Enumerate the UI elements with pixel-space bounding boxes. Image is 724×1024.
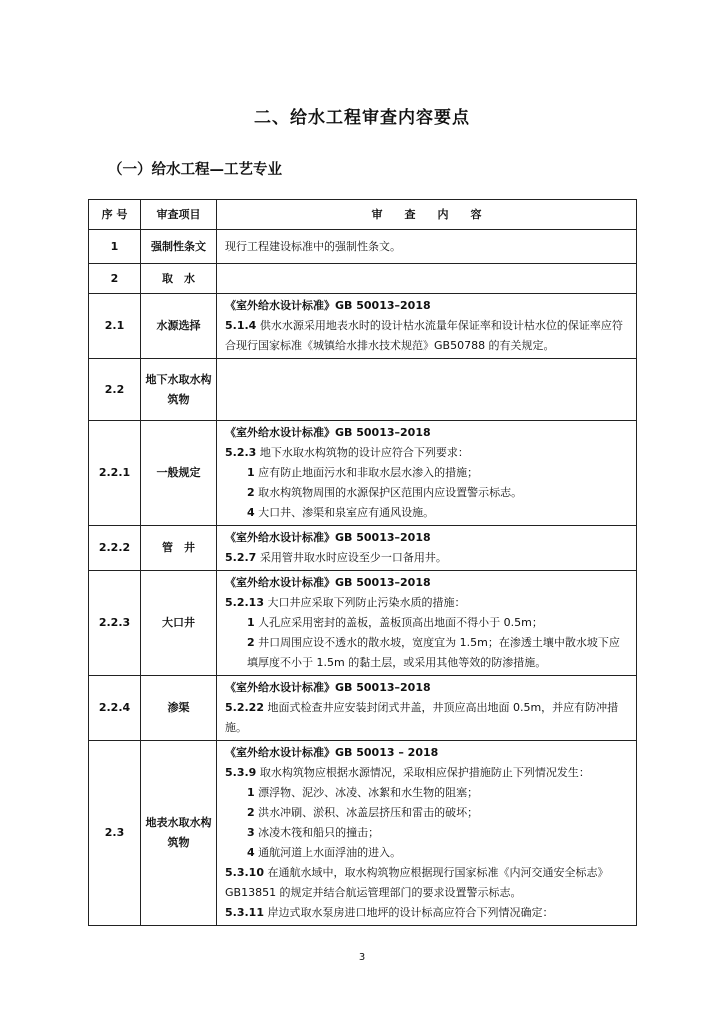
table-row xyxy=(89,571,637,676)
clause-line xyxy=(225,548,630,568)
clause-number: 5.2.7 xyxy=(225,551,257,564)
table-row xyxy=(89,421,637,526)
table-row xyxy=(89,676,637,741)
clause-text: 通航河道上水面浮油的进入。 xyxy=(254,846,402,859)
clause-number: 2 xyxy=(247,486,255,499)
clause-text: 岸边式取水泵房进口地坪的设计标高应符合下列情况确定： xyxy=(263,906,554,919)
clause-text: 采用管井取水时应设至少一口备用井。 xyxy=(256,551,447,564)
clause-line xyxy=(225,863,630,903)
review-content xyxy=(217,526,637,571)
clause-line xyxy=(225,443,630,463)
clause-text: 《室外给水设计标准》GB 50013–2018 xyxy=(225,576,431,589)
row-number: 1 xyxy=(89,230,141,264)
row-number: 2.3 xyxy=(89,741,141,926)
clause-line xyxy=(225,823,630,843)
standard-reference xyxy=(225,573,630,593)
clause-text: 漂浮物、泥沙、冰凌、冰絮和水生物的阻塞； xyxy=(254,786,479,799)
review-content xyxy=(217,421,637,526)
clause-number: 1 xyxy=(247,786,255,799)
review-content xyxy=(217,294,637,359)
clause-number: 4 xyxy=(247,506,255,519)
clause-text: 地下水取水构筑物的设计应符合下列要求： xyxy=(256,446,469,459)
table-header-row xyxy=(89,200,637,230)
clause-text: 现行工程建设标准中的强制性条文。 xyxy=(225,239,401,253)
table-row xyxy=(89,741,637,926)
clause-text: 洪水冲刷、淤积、冰盖层挤压和雷击的破坏； xyxy=(254,806,479,819)
clause-line xyxy=(225,903,630,923)
row-number: 2.2 xyxy=(89,359,141,421)
standard-reference xyxy=(225,528,630,548)
review-item: 强制性条文 xyxy=(141,230,217,264)
clause-line xyxy=(225,483,630,503)
review-content xyxy=(217,230,637,264)
clause-number: 5.3.10 xyxy=(225,866,264,879)
clause-number: 5.3.11 xyxy=(225,906,264,919)
clause-text: 人孔应采用密封的盖板，盖板顶高出地面不得小于 0.5m； xyxy=(254,616,543,629)
header-no: 序 号 xyxy=(89,200,141,230)
standard-reference xyxy=(225,678,630,698)
review-item: 大口井 xyxy=(141,571,217,676)
table-row xyxy=(89,359,637,421)
table-row xyxy=(89,230,637,264)
standard-reference xyxy=(225,423,630,443)
review-item: 取 水 xyxy=(141,264,217,294)
clause-line xyxy=(225,613,630,633)
clause-line xyxy=(225,463,630,483)
clause-text: 冰凌木筏和船只的撞击； xyxy=(254,826,380,839)
clause-number: 3 xyxy=(247,826,255,839)
review-content xyxy=(217,264,637,294)
row-number: 2 xyxy=(89,264,141,294)
clause-number: 5.2.3 xyxy=(225,446,257,459)
review-table xyxy=(88,199,637,926)
clause-line xyxy=(225,633,630,673)
clause-line xyxy=(225,503,630,523)
clause-line xyxy=(225,237,630,257)
standard-reference xyxy=(225,743,630,763)
clause-text: 取水构筑物周围的水源保护区范围内应设置警示标志。 xyxy=(254,486,523,499)
header-item: 审查项目 xyxy=(141,200,217,230)
clause-line xyxy=(225,803,630,823)
review-item: 地表水取水构筑物 xyxy=(141,741,217,926)
clause-number: 2 xyxy=(247,806,255,819)
row-number: 2.2.2 xyxy=(89,526,141,571)
clause-text: 井口周围应设不透水的散水坡，宽度宜为 1.5m；在渗透土壤中散水坡下应填厚度不小于 1.5m 的黏土层，或采用其他等效的防渗措施。 xyxy=(247,636,620,669)
clause-number: 2 xyxy=(247,636,255,649)
row-number: 2.2.1 xyxy=(89,421,141,526)
row-number: 2.2.4 xyxy=(89,676,141,741)
clause-number: 5.2.22 xyxy=(225,701,264,714)
clause-text: 应有防止地面污水和非取水层水渗入的措施； xyxy=(254,466,479,479)
table-row xyxy=(89,294,637,359)
clause-text: 取水构筑物应根据水源情况，采取相应保护措施防止下列情况发生： xyxy=(256,766,590,779)
clause-line xyxy=(225,843,630,863)
review-item: 渗渠 xyxy=(141,676,217,741)
page-number: 3 xyxy=(358,952,366,963)
review-content xyxy=(217,676,637,741)
review-item: 地下水取水构筑物 xyxy=(141,359,217,421)
review-content xyxy=(217,571,637,676)
table-row xyxy=(89,264,637,294)
review-item: 水源选择 xyxy=(141,294,217,359)
review-item: 管 井 xyxy=(141,526,217,571)
clause-line xyxy=(225,763,630,783)
row-number: 2.2.3 xyxy=(89,571,141,676)
clause-text: 供水水源采用地表水时的设计枯水流量年保证率和设计枯水位的保证率应符合现行国家标准《城镇给水排水技术规范》GB50788 的有关规定。 xyxy=(225,319,623,352)
clause-line xyxy=(225,698,630,738)
clause-line xyxy=(225,783,630,803)
review-content xyxy=(217,359,637,421)
row-number: 2.1 xyxy=(89,294,141,359)
clause-number: 5.3.9 xyxy=(225,766,257,779)
clause-line xyxy=(225,316,630,356)
standard-reference xyxy=(225,296,630,316)
clause-text: 大口井应采取下列防止污染水质的措施： xyxy=(263,596,466,609)
clause-text: 《室外给水设计标准》GB 50013–2018 xyxy=(225,299,431,312)
page-title: 二、给水工程审查内容要点 xyxy=(254,108,470,128)
review-item: 一般规定 xyxy=(141,421,217,526)
clause-text: 大口井、渗渠和泉室应有通风设施。 xyxy=(254,506,435,519)
section-subtitle: （一）给水工程—工艺专业 xyxy=(108,162,282,178)
review-content xyxy=(217,741,637,926)
clause-number: 1 xyxy=(247,466,255,479)
clause-number: 5.1.4 xyxy=(225,319,257,332)
clause-line xyxy=(225,593,630,613)
clause-text: 在通航水域中，取水构筑物应根据现行国家标准《内河交通安全标志》GB13851 的规定并结合航运管理部门的要求设置警示标志。 xyxy=(225,866,609,899)
clause-text: 《室外给水设计标准》GB 50013 – 2018 xyxy=(225,746,439,759)
clause-text: 地面式检查井应安装封闭式井盖，井顶应高出地面 0.5m，并应有防冲措施。 xyxy=(225,701,619,734)
table-row xyxy=(89,526,637,571)
clause-number: 5.2.13 xyxy=(225,596,264,609)
clause-text: 《室外给水设计标准》GB 50013–2018 xyxy=(225,426,431,439)
clause-number: 4 xyxy=(247,846,255,859)
clause-text: 《室外给水设计标准》GB 50013–2018 xyxy=(225,531,431,544)
header-content: 审 查 内 容 xyxy=(217,200,637,230)
clause-number: 1 xyxy=(247,616,255,629)
clause-text: 《室外给水设计标准》GB 50013–2018 xyxy=(225,681,431,694)
